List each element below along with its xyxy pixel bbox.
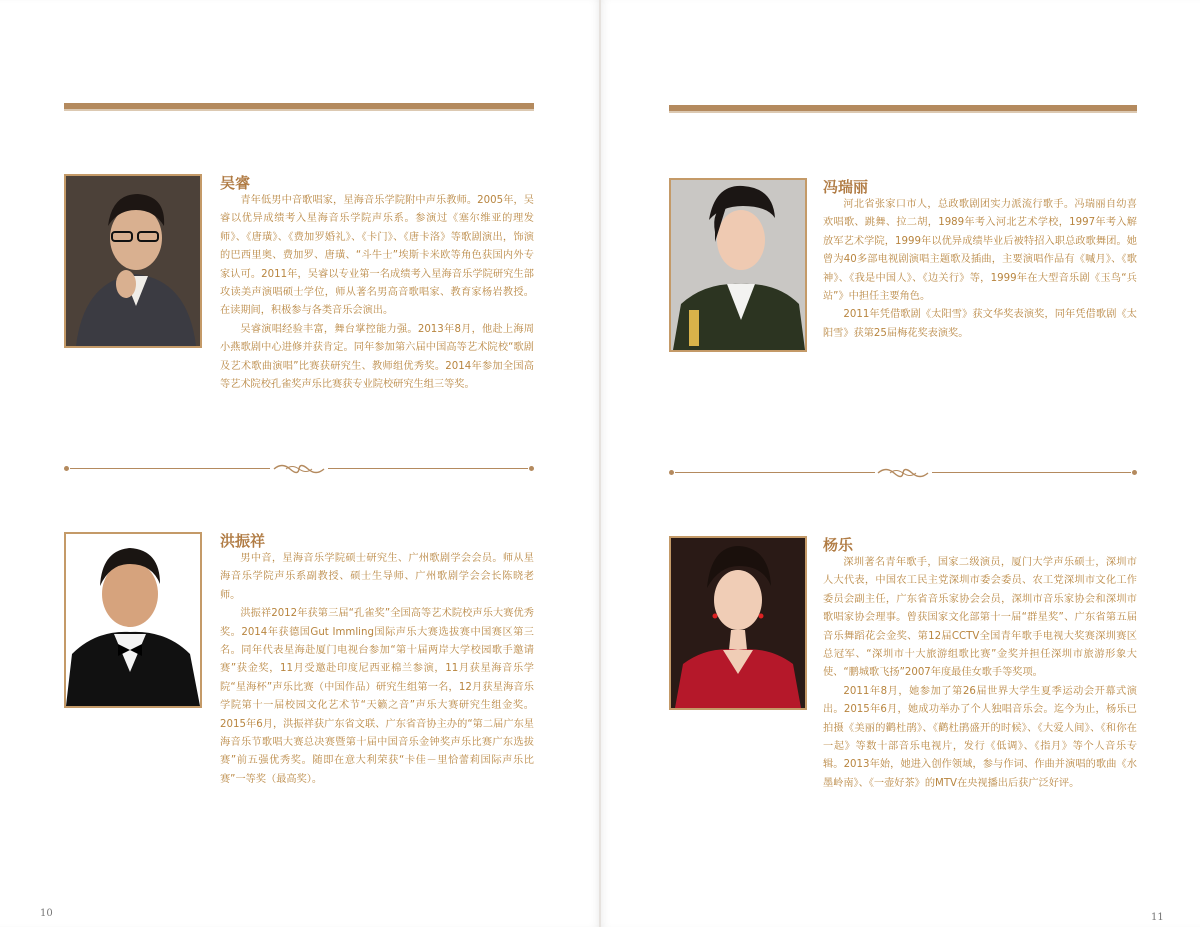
- bio-paragraph: 洪振祥2012年获第三届“孔雀奖”全国高等艺术院校声乐大赛优秀奖。2014年获德国Gut Immling国际声乐大赛选拔赛中国赛区第三名。同年代表星海赴厦门电视台参加“第十届两岸大学校园歌手邀请赛”获金奖，11月受邀赴印度尼西亚棉兰参演，11月获星海音乐学院“星海杯”声乐比赛（中国作品）研究生组第一名，12月获星海音乐学院第十一届校园文化艺术节“天籁之音”声乐大赛研究生组金奖。2015年6月，洪振祥获广东省文联、广东省音协主办的“第二届广东星海音乐节歌唱大赛总决赛暨第十届中国音乐金钟奖声乐比赛广东选拔赛”前五强优秀奖。随即在意大利荣获“卡佳－里恰蕾莉国际声乐比赛”一等奖（最高奖）。: [220, 608, 534, 785]
- bio-paragraph: 深圳著名青年歌手，国家二级演员，厦门大学声乐硕士，深圳市人大代表，中国农工民主党深圳市委会委员、农工党深圳市文化工作委员会副主任，广东省音乐家协会会员，深圳市音乐家协会和深圳市歌唱家协会理事。曾获国家文化部第十一届“群星奖”、广东省第五届音乐舞蹈花会金奖、第12届CCTV全国青年歌手电视大奖赛深圳赛区总冠军、“深圳市十大旅游组歌比赛”金奖并担任深圳市旅游形象大使、“鹏城歌飞扬”2007年度最佳女歌手等奖项。: [823, 557, 1137, 679]
- performer-name: 冯瑞丽: [823, 178, 869, 196]
- ornament-scroll-icon: [876, 464, 930, 482]
- bio-paragraph: 2011年8月，她参加了第26届世界大学生夏季运动会开幕式演出。2015年6月，她成功举办了个人独唱音乐会。迄今为止，杨乐已拍摄《美丽的鹳杜鹃》、《鹳杜鹃盛开的时候》、《大爱人间》、《和你在一起》等数十部音乐电视片，发行《低调》、《指月》等个人音乐专辑。2013年始，她进入创作领域，参与作词、作曲并演唱的歌曲《水墨岭南》、《一壶好茶》的MTV在央视播出后获广泛好评。: [823, 685, 1137, 789]
- performer-bio: [220, 192, 534, 394]
- portrait-photo-yang-le: [669, 536, 807, 710]
- portrait-photo-wu-rui: [64, 174, 202, 348]
- bio-paragraph: 吴睿演唱经验丰富，舞台掌控能力强。2013年8月，他赴上海周小燕歌剧中心进修并获肯定。同年参加第六届中国高等艺术院校“歌剧及艺术歌曲演唱”比赛获研究生、教师组优秀奖。2014年参加全国高等艺术院校孔雀奖声乐比赛获专业院校研究生组三等奖。: [220, 323, 534, 391]
- right-page: [601, 0, 1200, 927]
- performer-name: 吴睿: [220, 174, 251, 192]
- performer-bio: [823, 196, 1137, 343]
- page-number-right: 11: [1151, 912, 1164, 923]
- portrait-photo-icon: [671, 180, 805, 350]
- bio-paragraph: 2011年凭借歌剧《太阳雪》获文华奖表演奖，同年凭借歌剧《太阳雪》获第25届梅花奖表演奖。: [823, 309, 1137, 339]
- performer-name: 杨乐: [823, 536, 854, 554]
- portrait-photo-icon: [66, 534, 200, 706]
- bio-paragraph: 青年低男中音歌唱家，星海音乐学院附中声乐教师。2005年，吴睿以优异成绩考入星海音乐学院声乐系。参演过《塞尔维亚的理发师》、《唐璜》、《费加罗婚礼》、《卡门》、《唐卡洛》等歌剧演出，饰演的巴西里奥、费加罗、唐璜、“斗牛士”埃斯卡米欧等角色获国内外专家认可。2011年，吴睿以专业第一名成绩考入星海音乐学院研究生部攻读美声演唱硕士学位，师从著名男高音歌唱家、教育家杨岩教授。在读期间，积极参与各类音乐会演出。: [220, 195, 534, 317]
- portrait-photo-icon: [671, 538, 805, 708]
- performer-bio: [220, 550, 534, 789]
- top-rule-right: [669, 105, 1137, 113]
- bio-paragraph: 男中音，星海音乐学院硕士研究生、广州歌剧学会会员。师从星海音乐学院声乐系副教授、硕士生导师、广州歌剧学会会长陈晓老师。: [220, 553, 534, 601]
- portrait-photo-feng-ruili: [669, 178, 807, 352]
- top-rule-left: [64, 103, 534, 111]
- performer-name: 洪振祥: [220, 532, 266, 550]
- ornament-scroll-icon: [272, 460, 326, 478]
- performer-bio: [823, 554, 1137, 793]
- ornament-divider-left: [64, 463, 534, 475]
- bio-paragraph: 河北省张家口市人，总政歌剧团实力派流行歌手。冯瑞丽自幼喜欢唱歌、跳舞、拉二胡，1989年考入河北艺术学校，1997年考入解放军艺术学院，1999年以优异成绩毕业后被特招入职总政歌舞团。她曾为40多部电视剧演唱主题歌及插曲，主要演唱作品有《喊月》、《歌神》、《我是中国人》、《边关行》等，1999年在大型音乐剧《玉鸟“兵站”》中担任主要角色。: [823, 199, 1137, 303]
- portrait-photo-hong-zhenxiang: [64, 532, 202, 708]
- portrait-photo-icon: [66, 176, 200, 346]
- page-number-left: 10: [40, 908, 53, 919]
- ornament-divider-right: [669, 467, 1137, 479]
